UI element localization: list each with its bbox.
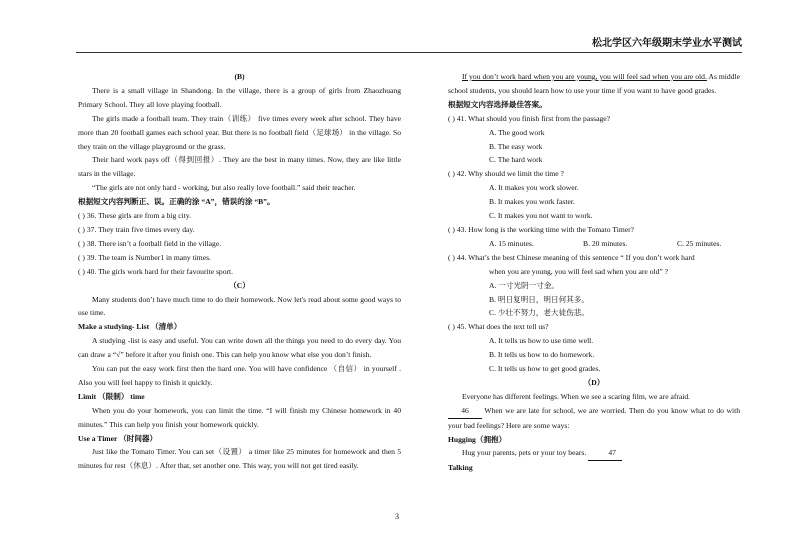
right-column [448,70,740,475]
blank-47: 47 [588,446,622,461]
question-41-option-a: A. The good work [489,127,545,137]
question-44: ( ) 44. What’s the best Chinese meaning of this sentence “ If you don’t work hard [448,252,695,262]
question-45-option-b: B. It tells us how to do homework. [489,350,595,360]
question-42-option-a: A. It makes you work slower. [489,183,579,193]
passage-b-paragraph-4: “The girls are not only hard - working, but also really love football.” said their teacher. [92,183,356,193]
passage-d-paragraph-2 [448,404,740,433]
question-44-continued: when you are young, you will feel sad when you are old” ? [489,266,669,276]
question-43-option-a: A. 15 minutes. [489,238,534,248]
question-39: ( ) 39. The team is Number1 in many times. [78,252,211,262]
question-41-option-c: C. The hard work [489,155,543,165]
question-45-option-a: A. It tells us how to use time well. [489,336,594,346]
passage-c-conclusion [448,70,740,98]
passage-c-heading-limit: Limit （限制） time [78,391,145,401]
passage-d-heading-hugging: Hugging（拥抱） [448,434,507,444]
question-42: ( ) 42. Why should we limit the time ? [448,169,564,179]
passage-d-heading-talking: Talking [448,463,473,473]
question-43-option-b: B. 20 minutes. [583,238,628,248]
question-42-option-b: B. It makes you work faster. [489,197,575,207]
left-column [78,70,401,473]
question-40: ( ) 40. The girls work hard for their favourite sport. [78,266,234,276]
section-d-title: （D） [583,377,605,387]
question-42-option-c: C. It makes you not want to work. [489,211,593,221]
question-44-option-a: A. 一寸光阴一寸金。 [489,280,560,290]
passage-c-instruction: 根据短文内容选择最佳答案。 [448,99,547,109]
exam-header: 松北学区六年级期末学业水平测试 [76,34,742,53]
page-number: 3 [395,512,399,521]
passage-b-paragraph-3: Their hard work pays off（得到回报）. They are the best in many times. Now, they are like little stars in the village. [78,155,401,179]
underlined-sentence: If you don’t work hard when you are young, you will feel sad when you are old. [462,72,707,81]
passage-d-paragraph-3 [448,446,740,461]
passage-d-paragraph-1: Everyone has different feelings. When we see a scaring film, we are afraid. [462,391,691,401]
question-45: ( ) 45. What does the text tell us? [448,322,549,332]
passage-c-paragraph-1: Many students don’t have much time to do their homework. Now let's read about some good ways to use time. [78,294,401,318]
passage-c-heading-timer: Use a Timer （时间器） [78,433,158,443]
question-41: ( ) 41. What should you finish first from the passage? [448,113,611,123]
question-36: ( ) 36. These girls are from a big city. [78,211,192,221]
question-38: ( ) 38. There isn’t a football field in the village. [78,238,222,248]
question-45-option-c: C. It tells us how to get good grades. [489,364,601,374]
question-41-option-b: B. The easy work [489,141,543,151]
section-b-title: (B) [234,72,245,81]
passage-b-paragraph-1: There is a small village in Shandong. In the village, there is a group of girls from Zhaozhuang Primary School. They all love playing football. [78,85,401,109]
question-44-option-c: C. 少壮不努力，老大徒伤悲。 [489,308,589,318]
section-c-title: （C） [229,280,250,290]
passage-c-heading-list: Make a studying- List （清单） [78,322,182,332]
passage-c-paragraph-2: A studying -list is easy and useful. You can write down all the things you need to do every day. You can draw a “√” before it after you finish one. This can help you know what else you don’t finish. [78,336,401,360]
passage-c-paragraph-3: You can put the easy work first then the hard one. You will have confidence （自信） in yourself . Also you will feel happy to finish it quickly. [78,364,401,387]
question-43-option-c: C. 25 minutes. [677,238,722,248]
conclusion-rest: As middle school students, you should learn how to use your time if you want to have good grades. [448,72,740,95]
blank-46: 46 [448,404,482,419]
question-43: ( ) 43. How long is the working time with the Tomato Timer? [448,224,634,234]
question-44-option-b: B. 明日复明日，明日何其多。 [489,294,589,304]
passage-c-paragraph-4: When you do your homework, you can limit the time. “I will finish my Chinese homework in 40 minutes.” This can help you finish your homework quickly. [78,405,401,429]
passage-d-paragraph-2-text: When we are late for school, we are worried. Then do you know what to do with your bad feelings? Here are some ways: [448,405,740,430]
question-43-options [448,237,740,251]
passage-c-paragraph-5: Just like the Tomato Timer. You can set（设置） a timer like 25 minutes for homework and then 5 minutes for rest（休息）. After that, set another one. This way, you will not get tired easily. [78,447,401,471]
question-37: ( ) 37. They train five times every day. [78,224,195,234]
passage-b-instruction: 根据短文内容判断正、误。正确的涂 “A”，错误的涂 “B”。 [78,197,275,207]
passage-b-paragraph-2: The girls made a football team. They train（训练） five times every week after school. They have more than 20 football games each school year. But there is no football field（足球场） in the village. So they train on the village playground or the grass. [78,113,401,151]
passage-d-paragraph-3-text: Hug your parents, pets or your toy bears. [462,448,589,458]
